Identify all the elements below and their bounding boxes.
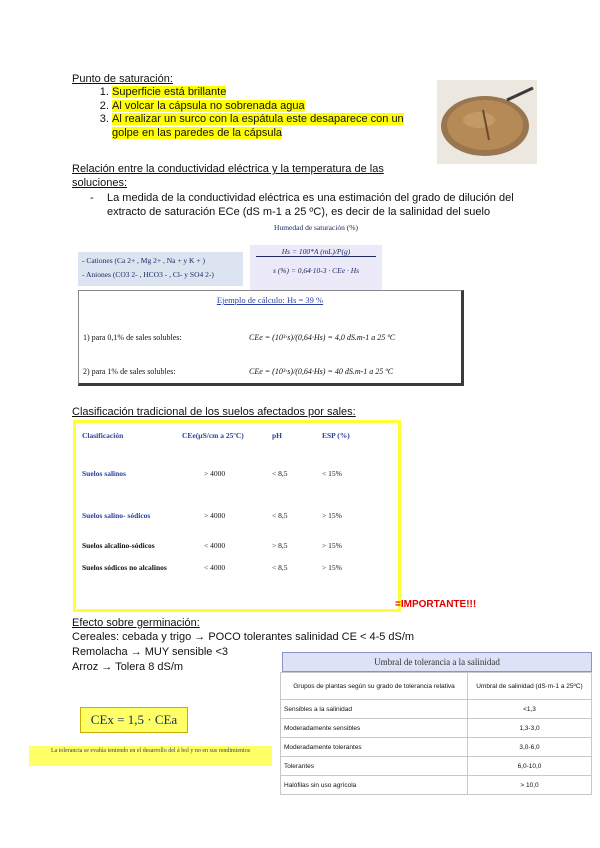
example-row2-label: 2) para 1% de sales solubles: [83,367,176,376]
tolerance-cell: 1,3-3,0 [468,719,592,738]
tolerance-header-cell: Umbral de salinidad (dS·m-1 a 25ºC) [468,673,592,700]
s-formula: s (%) = 0,64·10-3 · CEe · Hs [272,266,360,275]
tolerance-row [281,757,592,776]
tolerance-header-row [281,673,592,700]
calculation-example-box [78,290,464,386]
table-cell: > 15% [322,563,342,572]
table-header-row [78,425,394,469]
cations-text: - Cationes (Ca 2+ , Mg 2+ , Na + y K + ) [82,256,205,265]
ce-formula-box [80,707,188,733]
humidity-title: Humedad de saturación (%) [274,223,358,232]
table-cell: < 8,5 [272,563,288,572]
saturation-list [72,86,412,140]
ce-formula: CEx = 1,5 · CEa [90,712,178,727]
table-cell: Suelos alcalino-sódicos [82,541,155,550]
saturation-item: 2. Al volcar la cápsula no sobrenada agua [112,100,412,114]
humidity-box [250,245,382,291]
tolerance-row [281,738,592,757]
saturated-paste-photo [437,80,537,164]
germination-title: Efecto sobre germinación: [72,617,200,629]
tolerance-cell: Moderadamente tolerantes [281,738,468,757]
table-row [78,563,394,593]
table-cell: Suelos salino- sódicos [82,511,151,520]
tolerance-row [281,719,592,738]
table-header-cell: pH [272,431,283,440]
example-row1-label: 1) para 0,1% de sales solubles: [83,333,182,342]
table-row [78,469,394,511]
tolerance-title: Umbral de tolerancia a la salinidad [374,657,500,667]
table-header-cell: CEe(µS/cm a 25ºC) [182,431,244,440]
tolerance-row [281,776,592,795]
important-label: =IMPORTANTE!!! [395,599,477,610]
bullet-dash: - [90,192,94,204]
saturation-section [72,72,412,140]
tolerance-title-bar [282,652,592,672]
tolerance-note-box [29,746,272,766]
table-header-cell: Clasificación [82,431,124,440]
table-cell: < 8,5 [272,511,288,520]
tolerance-header-cell: Grupos de plantas según su grado de tolerancia relativa [281,673,468,700]
table-cell: < 8,5 [272,469,288,478]
classification-table [78,425,394,593]
table-cell: > 15% [322,511,342,520]
example-row2-formula: CEe = (10³·s)/(0,64·Hs) = 40 dS.m-1 a 25 ºC [249,367,394,376]
table-cell: > 4000 [204,511,226,520]
saturation-title: Punto de saturación: [72,73,173,85]
table-cell: Suelos salinos [82,469,126,478]
tolerance-table [280,672,592,795]
tolerance-cell: Tolerantes [281,757,468,776]
tolerance-note: La tolerancia se evalúa teniendo en el desarrollo del á bol y no en sus rendimientos [50,748,251,754]
germination-line1: Cereales: cebada y trigo → POCO tolerantes salinidad CE < 4-5 dS/m [72,631,415,643]
table-cell: > 15% [322,541,342,550]
table-cell: > 8,5 [272,541,288,550]
saturation-item: 1. Superficie está brillante [112,86,412,100]
tolerance-cell: Moderadamente sensibles [281,719,468,738]
conductivity-bullet-line2: extracto de saturación ECe (dS m-1 a 25 ºC), es decir de la salinidad del suelo [107,206,491,218]
conductivity-title-line2: soluciones: [72,177,128,189]
hs-formula: Hs = 100*A (mL)/P(g) [256,245,376,257]
germination-line2: Remolacha → MUY sensible <3 [72,646,229,658]
classification-title: Clasificación tradicional de los suelos afectados por sales: [72,406,356,418]
example-title: Ejemplo de cálculo: Hs = 39 % [216,295,324,305]
tolerance-cell: 6,0-10,0 [468,757,592,776]
conductivity-title-line1: Relación entre la conductividad eléctrica y la temperatura de las [72,163,384,175]
table-row [78,541,394,563]
table-cell: Suelos sódicos no alcalinos [82,563,167,572]
tolerance-cell: Halófilas sin uso agrícola [281,776,468,795]
anions-text: - Aniones (CO3 2- , HCO3 - , Cl- y SO4 2-) [82,270,214,279]
conductivity-bullet-line1: La medida de la conductividad eléctrica es una estimación del grado de dilución del [107,192,514,204]
germination-line3: Arroz → Tolera 8 dS/m [72,661,184,673]
table-cell: < 4000 [204,541,226,550]
formula-box [78,223,382,291]
tolerance-row [281,700,592,719]
table-header-cell: ESP (%) [322,431,350,440]
paste-capsule-image [437,80,537,164]
tolerance-cell: Sensibles a la salinidad [281,700,468,719]
table-cell: < 4000 [204,563,226,572]
table-row [78,511,394,541]
ions-box [78,252,243,286]
saturation-item: 3. Al realizar un surco con la espátula este desaparece con un golpe en las paredes de la cápsula [112,113,412,140]
table-cell: < 15% [322,469,342,478]
example-row1-formula: CEe = (10³·s)/(0,64·Hs) = 4,0 dS.m-1 a 25 ºC [249,333,396,342]
tolerance-cell: > 10,0 [468,776,592,795]
classification-table-box [73,420,401,612]
table-cell: > 4000 [204,469,226,478]
tolerance-cell: 3,0-6,0 [468,738,592,757]
tolerance-cell: <1,3 [468,700,592,719]
